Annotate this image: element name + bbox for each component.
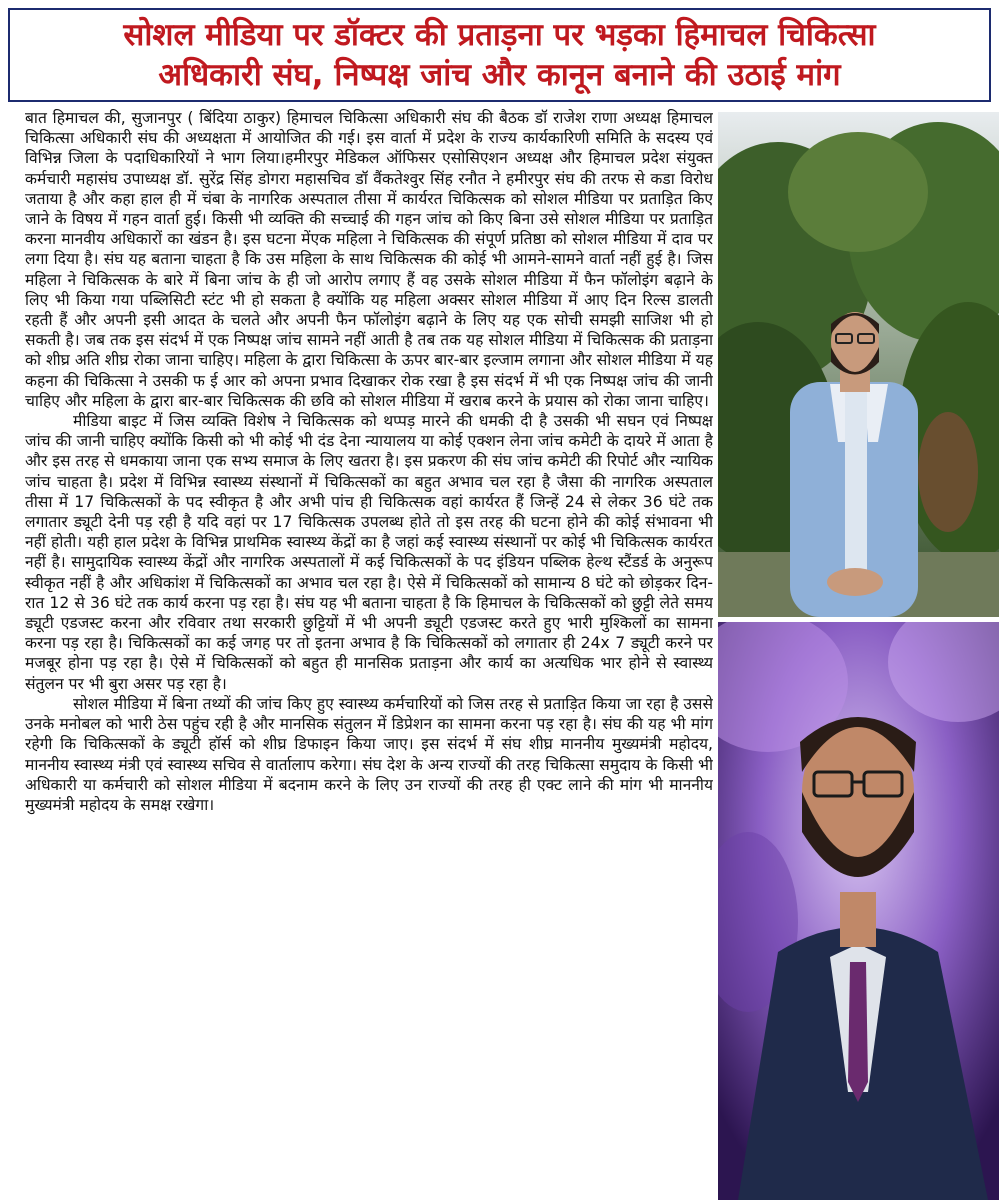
photo-doctor-outdoor-image	[718, 112, 999, 617]
article-paragraph-3: सोशल मीडिया में बिना तथ्यों की जांच किए हुए स्वास्थ्य कर्मचारियों को जिस तरह से प्रताड़ित किया जा रहा है उससे उनके मनोबल को भारी ठेस पहुंच रही है और मानसिक संतुलन में डिप्रेशन का सामना करना पड़ रहा है। संघ की यह भी मांग रहेगी कि चिकित्सकों के ड्यूटी हॉर्स को शीघ्र डिफाइन किया जाए। इस संदर्भ में संघ शीघ्र माननीय मुख्यमंत्री महोदय, माननीय स्वास्थ्य मंत्री एवं स्वास्थ्य सचिव से वार्तालाप करेगा। संघ देश के अन्य राज्यों की तरह चिकित्सा समुदाय के किसी भी अधिकारी या कर्मचारी को सोशल मीडिया में बदनाम करने के लिए उन राज्यों की तरह ही एक्ट लाने की मांग भी माननीय मुख्यमंत्री महोदय के समक्ष रखेगा।	[25, 694, 713, 814]
photo-doctor-portrait-image	[718, 622, 999, 1200]
headline-box	[8, 8, 991, 102]
headline-line-2: अधिकारी संघ, निष्पक्ष जांच और कानून बनाने की उठाई मांग	[158, 57, 841, 93]
photo-doctor-outdoor	[718, 112, 999, 617]
headline-line-1: सोशल मीडिया पर डॉक्टर की प्रताड़ना पर भड़का हिमाचल चिकित्सा	[123, 17, 876, 53]
article-paragraph-2: मीडिया बाइट में जिस व्यक्ति विशेष ने चिकित्सक को थप्पड़ मारने की धमकी दी है उसकी भी सघन एवं निष्पक्ष जांच की जानी चाहिए क्योंकि किसी को भी कोई भी दंड देना न्यायालय या कोई एक्शन लेना जांच कमेटी के दायरे में आता है और इस तरह से धमकाया जाना एक सभ्य समाज के लिए खतरा है। इस प्रकरण की संघ जांच कमेटी की रिपोर्ट और न्यायिक जांच चाहता है। प्रदेश में विभिन्न स्वास्थ्य संस्थानों में चिकित्सकों का बहुत अभाव चल रहा है जैसा की नागरिक अस्पताल तीसा में 17 चिकित्सकों के पद स्वीकृत है और अभी पांच ही चिकित्सक वहां कार्यरत हैं जिन्हें 24 से लेकर 36 घंटे तक लगातार ड्यूटी देनी पड़ रही है यदि वहां पर 17 चिकित्सक उपलब्ध होते तो इस तरह की घटना होने की कोई संभावना भी नहीं होती। यही हाल प्रदेश के विभिन्न प्राथमिक स्वास्थ्य केंद्रों का है जहां कई स्वास्थ्य संस्थानों पर कोई भी चिकित्सक कार्यरत नहीं है। सामुदायिक स्वास्थ्य केंद्रों और नागरिक अस्पतालों में कई चिकित्सकों के पद इंडियन पब्लिक हेल्थ स्टैंडर्ड के अनुरूप स्वीकृत नहीं है और अधिकांश में चिकित्सकों का अभाव चल रहा है। ऐसे में चिकित्सकों को सामान्य 8 घंटे को छोड़कर दिन-रात 12 से 36 घंटे तक कार्य करना पड़ रहा है। संघ यह भी बताना चाहता है कि हिमाचल के चिकित्सकों को छुट्टी लेते समय ड्यूटी एडजस्ट करना और रविवार तथा सरकारी छुट्टियों में भी अपनी ड्यूटी एडजस्ट करते हुए भारी मुश्किलों का सामना करना पड़ रहा है। चिकित्सकों का कई जगह पर तो इतना अभाव है कि चिकित्सकों को लगातार ही 24x 7 ड्यूटी करने पर मजबूर होना पड़ रहा है। ऐसे में चिकित्सकों को बहुत ही मानसिक प्रताड़ना और कार्य का अत्यधिक भार होने से स्वास्थ्य संतुलन पर भी बुरा असर पड़ रहा है।	[25, 412, 713, 693]
article-paragraph-1: बात हिमाचल की, सुजानपुर ( बिंदिया ठाकुर) हिमाचल चिकित्सा अधिकारी संघ की बैठक डॉ राजेश राणा अध्यक्ष हिमाचल चिकित्सा अधिकारी संघ की अध्यक्षता में आयोजित की गई। इस वार्ता में प्रदेश के राज्य कार्यकारिणी समिति के सदस्य एवं विभिन्न जिला के पदाधिकारियों ने भाग लिया।हमीरपुर मेडिकल ऑफिसर एसोसिएशन अध्यक्ष और हिमाचल प्रदेश संयुक्त कर्मचारी महासंघ उपाध्यक्ष डॉ. सुरेंद्र सिंह डोगरा महासचिव डॉ वैंकतेश्वुर सिंह रनौत ने हमीरपुर संघ की तरफ से कडा विरोध जताया है और कहा हाल ही में चंबा के नागरिक अस्पताल तीसा में कार्यरत चिकित्सक को सोशल मीडिया पर प्रताड़ित किए जाने के विषय में गहन वार्ता हुई। किसी भी व्यक्ति की सच्चाई की गहन जांच को किए बिना उसे सोशल मीडिया पर प्रताड़ित करना मानवीय अधिकारों का खंडन है। इस घटना मेंएक महिला ने चिकित्सक की संपूर्ण प्रतिष्ठा को सोशल मीडिया में दाव पर लगा दिया है। संघ यह बताना चाहता है कि उस महिला के साथ चिकित्सक की कोई भी आमने-सामने वार्ता नहीं हुई है। जिस महिला ने चिकित्सक के बारे में बिना जांच के ही जो आरोप लगाए हैं वह उसके सोशल मीडिया में फैन फॉलोइंग बढ़ाने के लिए भी किया गया पब्लिसिटी स्टंट भी हो सकता है क्योंकि यह महिला अक्सर सोशल मीडिया में आए दिन रिल्स डालती रहती हैं और अपनी इसी आदत के चलते और अपनी फैन फॉलोइंग बढ़ाने के लिए यह एक सोची समझी साजिश भी हो सकती है। जब तक इस संदर्भ में एक निष्पक्ष जांच सामने नहीं आती है तब तक यह सोशल मीडिया में चिकित्सक की प्रताड़ना को शीघ्र अति शीघ्र रोका जाना चाहिए। महिला के द्वारा चिकित्सा के ऊपर बार-बार इल्जाम लगाना और सोशल मीडिया में यह कहना की चिकित्सा ने उसकी फ ई आर को अपना प्रभाव दिखाकर रोक रखा है इस संदर्भ में भी एक निष्पक्ष जांच की जानी चाहिए और महिला के द्वारा बार-बार चिकित्सक की छवि को सोशल मीडिया में खराब करने के प्रयास को रोका जाना चाहिए।	[25, 109, 713, 410]
photo-doctor-portrait	[718, 622, 999, 1200]
article-body	[25, 108, 713, 1194]
